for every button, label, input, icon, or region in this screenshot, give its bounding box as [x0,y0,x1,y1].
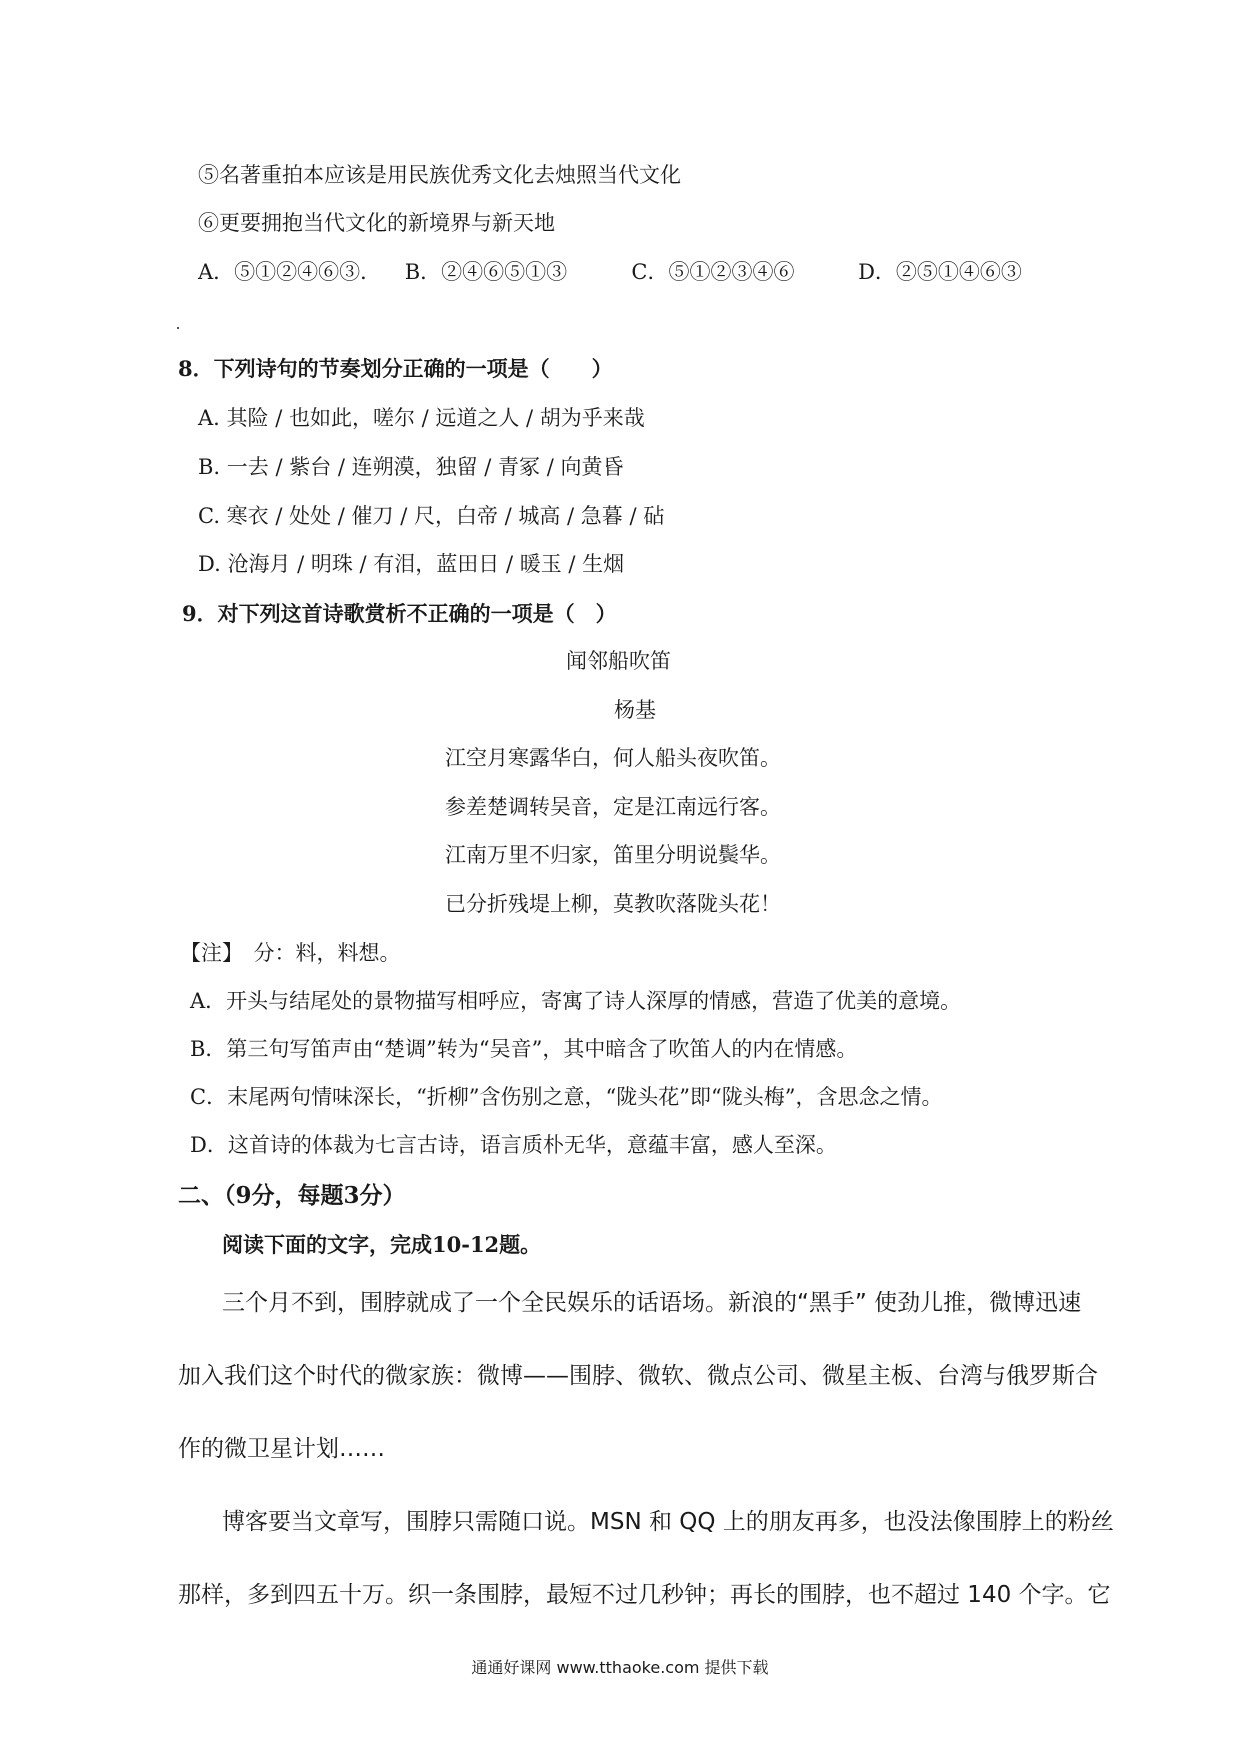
poem-note: 【注】 分：料，料想。 [180,941,401,965]
poem-title: 闻邻船吹笛 [566,649,671,673]
q7-option-b: B．②④⑥⑤①③ [404,260,568,284]
q7-item-6: ⑥更要拥抱当代文化的新境界与新天地 [198,211,555,235]
q9-stem: 9．对下列这首诗歌赏析不正确的一项是（ ） [182,601,617,626]
q8-option-d: D. 沧海月 / 明珠 / 有泪，蓝田日 / 暖玉 / 生烟 [198,552,625,576]
q7-options [198,262,1022,283]
q9-option-b: B．第三句写笛声由“楚调”转为“吴音”，其中暗含了吹笛人的内在情感。 [190,1037,858,1061]
passage-line-5: 那样，多到四五十万。织一条围脖，最短不过几秒钟；再长的围脖，也不超过 140 个字。它 [178,1582,1111,1608]
poem-author: 杨基 [614,698,656,722]
section-instruction: 阅读下面的文字，完成10-12题。 [222,1232,542,1257]
section-heading: 二、（9分，每题3分） [178,1182,406,1209]
q9-option-c: C．末尾两句情味深长，“折柳”含伤别之意，“陇头花”即“陇头梅”，含思念之情。 [190,1085,943,1109]
poem-line-1: 江空月寒露华白，何人船头夜吹笛。 [445,746,781,770]
q7-option-a: A．⑤①②④⑥③． [198,260,382,284]
q8-option-b: B. 一去 / 紫台 / 连朔漠，独留 / 青冢 / 向黄昏 [198,455,624,479]
q9-option-d: D．这首诗的体裁为七言古诗，语言质朴无华，意蕴丰富，感人至深。 [190,1133,837,1157]
q9-option-a: A．开头与结尾处的景物描写相呼应，寄寓了诗人深厚的情感，营造了优美的意境。 [190,989,962,1013]
q8-stem: 8．下列诗句的节奏划分正确的一项是（ ） [178,356,613,381]
poem-line-4: 已分折残堤上柳，莫教吹落陇头花！ [445,892,781,916]
poem-line-3: 江南万里不归家，笛里分明说鬓华。 [445,843,781,867]
q7-option-c: C．⑤①②③④⑥ [631,260,795,284]
passage-line-1: 三个月不到，围脖就成了一个全民娱乐的话语场。新浪的“黑手” 使劲儿推，微博迅速 [222,1290,1082,1316]
passage-line-2: 加入我们这个时代的微家族：微博——围脖、微软、微点公司、微星主板、台湾与俄罗斯合 [178,1363,1098,1389]
q8-option-c: C. 寒衣 / 处处 / 催刀 / 尺，白帝 / 城高 / 急暮 / 砧 [198,504,665,528]
q7-item-5: ⑤名著重拍本应该是用民族优秀文化去烛照当代文化 [198,163,681,187]
passage-line-4: 博客要当文章写，围脖只需随口说。MSN 和 QQ 上的朋友再多，也没法像围脖上的粉丝 [222,1509,1114,1535]
passage-line-3: 作的微卫星计划…… [178,1436,385,1462]
q8-option-a: A. 其险 / 也如此，嗟尔 / 远道之人 / 胡为乎来哉 [198,406,645,430]
page-footer: 通通好课网 www.tthaoke.com 提供下载 [471,1658,769,1677]
poem-line-2: 参差楚调转吴音，定是江南远行客。 [445,795,781,819]
q7-option-d: D．②⑤①④⑥③ [858,260,1022,284]
scan-speck [177,327,179,329]
